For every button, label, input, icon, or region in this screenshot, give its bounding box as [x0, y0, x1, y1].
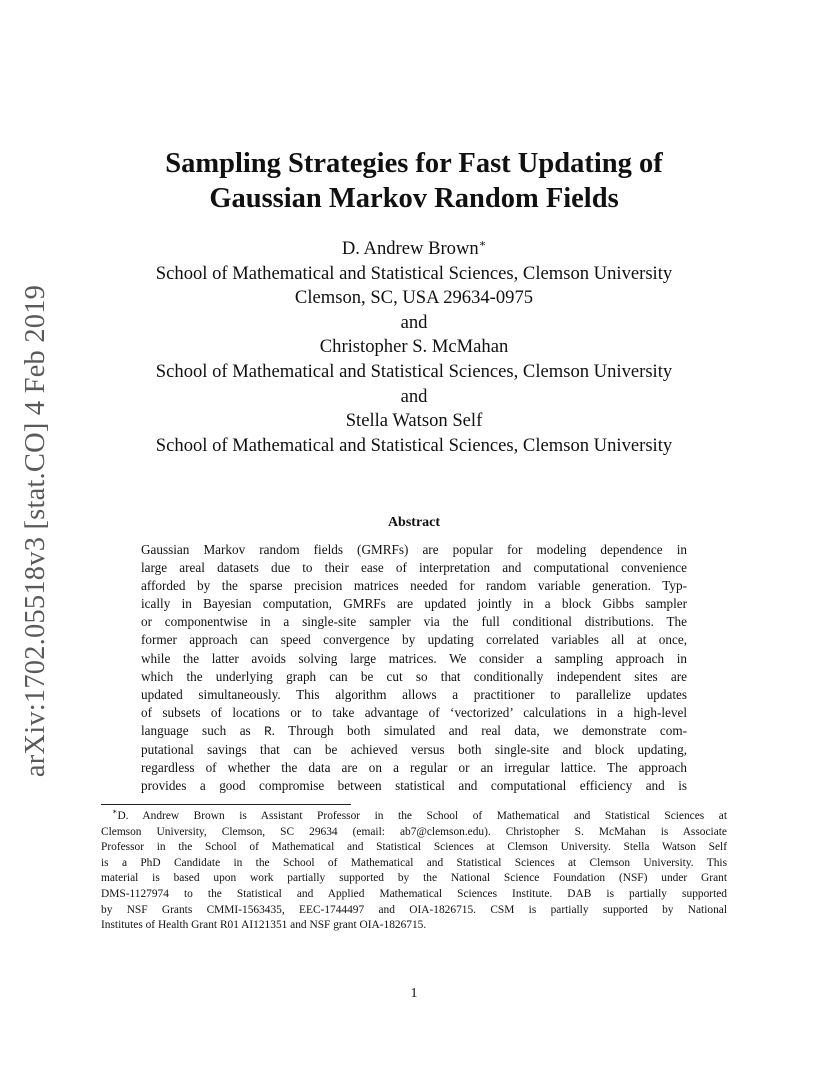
abstract-line: updated simultaneously. This algorithm allows a practitioner to parallelize updates — [141, 686, 687, 702]
footnote-line: Clemson University, Clemson, SC 29634 (email: ab7@clemson.edu). Christopher S. McMahan is Associate — [101, 825, 727, 838]
footnote-line: DMS-1127974 to the Statistical and Applied Mathematical Sciences Institute. DAB is partially supported — [101, 887, 727, 900]
abstract-body — [141, 541, 687, 795]
page-number: 1 — [410, 986, 418, 1001]
abstract-line: former approach can speed convergence by updating correlated variables all at once, — [141, 632, 687, 648]
author-line — [100, 237, 728, 262]
author-separator: and — [400, 311, 428, 333]
footnote-line: Professor in the School of Mathematical and Statistical Sciences at Clemson University. Stella Watson Self — [101, 841, 727, 854]
abstract-heading: Abstract — [387, 515, 441, 530]
footnote-rule — [101, 804, 351, 805]
abstract-line: or componentwise in a single-site sampler via the full conditional distributions. The — [141, 614, 687, 630]
footnote-line: by NSF Grants CMMI-1563435, EEC-1744497 and OIA-1826715. CSM is partially supported by National — [101, 903, 727, 916]
abstract-line: afforded by the sparse precision matrices needed for random variable generation. Typ- — [141, 578, 687, 594]
author-separator: and — [400, 385, 428, 407]
affiliation: School of Mathematical and Statistical Sciences, Clemson University — [155, 434, 673, 456]
abstract-text: . Through both simulated and real data, we demonstrate com- — [271, 722, 687, 738]
footnote-text: D. Andrew Brown is Assistant Professor in the School of Mathematical and Statistical Sciences at — [117, 810, 727, 822]
abstract-line: of subsets of locations or to take advantage of ‘vectorized’ calculations in a high-level — [141, 704, 687, 720]
abstract-text: language such as — [141, 722, 265, 738]
abstract-line — [141, 722, 687, 741]
footnote-line: is a PhD Candidate in the School of Mathematical and Statistical Sciences at Clemson University. This — [101, 856, 727, 869]
abstract-line: while the latter avoids solving large matrices. We consider a sampling approach in — [141, 650, 687, 666]
arxiv-identifier: arXiv:1702.05518v3 [stat.CO] 4 Feb 2019 — [20, 284, 52, 778]
abstract-line: which the underlying graph can be cut so that conditionally independent sites are — [141, 668, 687, 684]
footnote-line: Institutes of Health Grant R01 AI121351 and NSF grant OIA-1826715. — [101, 919, 427, 932]
abstract-line: putational savings that can be achieved versus both single-site and block updating, — [141, 742, 687, 758]
affiliation: School of Mathematical and Statistical Sciences, Clemson University — [155, 262, 673, 284]
footnote-line — [101, 809, 727, 825]
address: Clemson, SC, USA 29634-0975 — [294, 287, 534, 309]
author-name: Christopher S. McMahan — [319, 336, 509, 358]
abstract-line: provides a good compromise between statistical and computational efficiency and is — [141, 778, 687, 794]
abstract-line: regardless of whether the data are on a regular or an irregular lattice. The approach — [141, 760, 687, 776]
abstract-line: ically in Bayesian computation, GMRFs are updated jointly in a block Gibbs sampler — [141, 596, 687, 612]
paper-title — [100, 147, 728, 216]
affiliation: School of Mathematical and Statistical Sciences, Clemson University — [155, 360, 673, 382]
title-line: Gaussian Markov Random Fields — [209, 182, 619, 214]
author-block — [100, 237, 728, 458]
title-line: Sampling Strategies for Fast Updating of — [165, 148, 663, 179]
abstract-line: Gaussian Markov random fields (GMRFs) are popular for modeling dependence in — [141, 542, 687, 557]
footnote-line: material is based upon work partially supported by the National Science Foundation (NSF) under Grant — [101, 872, 727, 885]
footnote-marker: ∗ — [112, 807, 118, 816]
author-name: Stella Watson Self — [345, 410, 483, 432]
abstract-line: large areal datasets due to their ease of interpretation and computational convenience — [141, 560, 687, 576]
footnote-marker: ∗ — [478, 238, 487, 250]
author-name: D. Andrew Brown — [341, 238, 479, 259]
footnote — [101, 809, 727, 934]
arxiv-identifier-stamp — [20, 284, 52, 778]
code-term: R — [264, 724, 272, 739]
